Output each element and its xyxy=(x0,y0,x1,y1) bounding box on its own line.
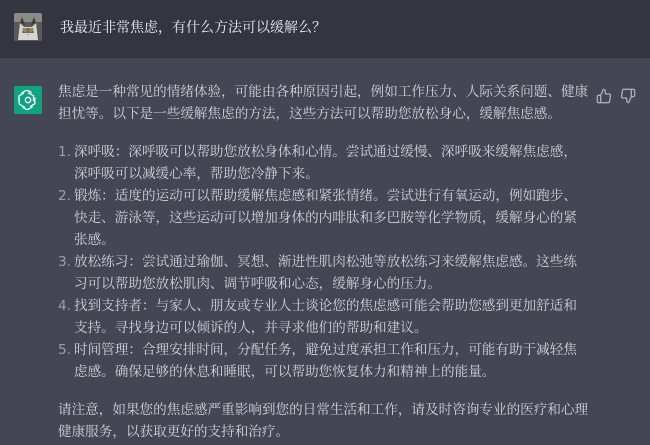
thumbs-up-icon[interactable] xyxy=(596,88,612,104)
list-item-text: 时间管理：合理安排时间，分配任务，避免过度承担工作和压力，可能有助于减轻焦虑感。确保足够的休息和睡眠，可以帮助您恢复体力和精神上的能量。 xyxy=(74,342,577,380)
thumbs-down-icon[interactable] xyxy=(620,88,636,104)
list-item-number: 2. xyxy=(58,188,71,204)
list-item-text: 找到支持者：与家人、朋友或专业人士谈论您的焦虑感可能会帮助您感到更加舒适和支持。寻找身边可以倾诉的人，并寻求他们的帮助和建议。 xyxy=(74,298,577,336)
assistant-response xyxy=(58,81,590,443)
tips-list xyxy=(58,141,590,383)
response-intro: 焦虑是一种常见的情绪体验，可能由各种原因引起，例如工作压力、人际关系问题、健康担忧等。以下是一些缓解焦虑的方法，这些方法可以帮助您放松身心，缓解焦虑感。 xyxy=(58,84,589,122)
list-item xyxy=(58,251,590,295)
list-item-number: 5. xyxy=(58,342,71,358)
response-closing: 请注意，如果您的焦虑感严重影响到您的日常生活和工作，请及时咨询专业的医疗和心理健康服务，以获取更好的支持和治疗。 xyxy=(58,402,589,440)
feedback-buttons xyxy=(596,88,636,104)
list-item xyxy=(58,295,590,339)
list-item-text: 锻炼：适度的运动可以帮助缓解焦虑感和紧张情绪。尝试进行有氧运动，例如跑步、快走、游泳等，这些运动可以增加身体的内啡肽和多巴胺等化学物质，缓解身心的紧张感。 xyxy=(74,188,577,248)
list-item-text: 放松练习：尝试通过瑜伽、冥想、渐进性肌肉松弛等放松练习来缓解焦虑感。这些练习可以帮助您放松肌肉、调节呼吸和心态，缓解身心的压力。 xyxy=(74,254,577,292)
list-item-number: 1. xyxy=(58,144,71,160)
openai-knot-icon xyxy=(18,90,38,110)
list-item xyxy=(58,339,590,383)
list-item-number: 3. xyxy=(58,254,71,270)
user-message-text: 我最近非常焦虑，有什么方法可以缓解么？ xyxy=(60,20,326,36)
list-item xyxy=(58,185,590,251)
assistant-message-row xyxy=(0,58,650,445)
openai-logo-icon xyxy=(14,86,42,114)
list-item-text: 深呼吸：深呼吸可以帮助您放松身体和心情。尝试通过缓慢、深呼吸来缓解焦虑感，深呼吸可以减缓心率，帮助您冷静下来。 xyxy=(74,144,577,182)
list-item-number: 4. xyxy=(58,298,71,314)
user-message-row xyxy=(0,0,650,58)
user-avatar xyxy=(14,13,42,41)
cat-avatar-icon xyxy=(14,13,42,41)
list-item xyxy=(58,141,590,185)
